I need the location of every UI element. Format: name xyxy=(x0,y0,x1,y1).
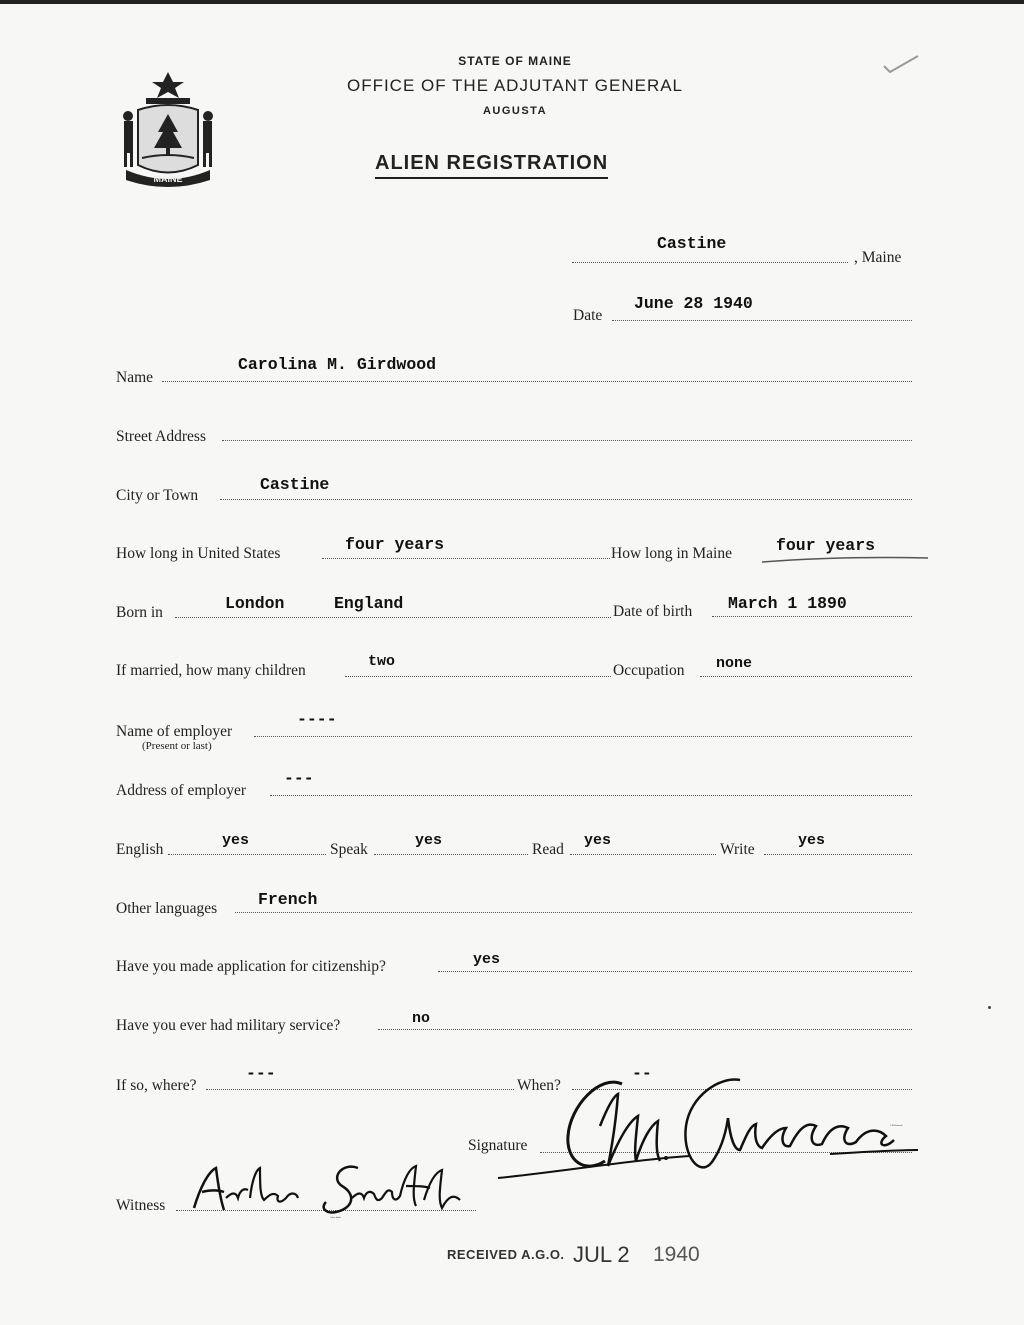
speak-line xyxy=(374,854,528,855)
read-line xyxy=(570,854,716,855)
born-in-line xyxy=(175,617,611,618)
received-stamp-date: JUL 2 xyxy=(573,1242,630,1267)
city-label: City or Town xyxy=(116,487,199,504)
children-value: two xyxy=(368,653,396,670)
when-label: When? xyxy=(517,1077,561,1094)
employer-name-value: ---- xyxy=(297,710,337,729)
town-line xyxy=(572,262,848,263)
born-country-value: England xyxy=(334,594,404,613)
military-label: Have you ever had military service? xyxy=(116,1017,341,1034)
city-line xyxy=(220,499,912,500)
seal-text: MAINE xyxy=(153,174,183,184)
employer-address-label: Address of employer xyxy=(116,782,246,799)
witness-handwriting xyxy=(180,1158,480,1222)
name-line xyxy=(162,381,912,382)
where-label: If so, where? xyxy=(116,1077,197,1094)
employer-name-label: Name of employer xyxy=(116,723,233,740)
write-line xyxy=(764,854,912,855)
date-value: June 28 1940 xyxy=(634,294,753,313)
how-long-maine-value: four years xyxy=(776,536,876,555)
city-value: Castine xyxy=(260,475,330,494)
top-border xyxy=(0,0,1024,4)
signature-text: C M Girdwood xyxy=(890,1125,903,1127)
witness-text: Arlene Smith xyxy=(330,1217,341,1219)
header-state: STATE OF MAINE xyxy=(458,54,572,68)
born-place-value: London xyxy=(225,594,285,613)
witness-label: Witness xyxy=(116,1197,166,1214)
date-line xyxy=(612,320,912,321)
date-of-birth-line xyxy=(712,616,912,617)
other-languages-line xyxy=(235,912,912,913)
write-value: yes xyxy=(798,832,826,849)
other-languages-value: French xyxy=(258,890,318,909)
citizenship-label: Have you made application for citizenship? xyxy=(116,958,386,975)
how-long-us-line xyxy=(322,558,610,559)
when-value: -- xyxy=(632,1064,652,1083)
signature-handwriting xyxy=(490,1066,930,1196)
speak-value: yes xyxy=(415,832,443,849)
occupation-label: Occupation xyxy=(613,662,685,679)
children-label: If married, how many children xyxy=(116,662,306,679)
where-value: --- xyxy=(246,1064,276,1083)
name-label: Name xyxy=(116,369,154,386)
form-title: ALIEN REGISTRATION xyxy=(375,152,608,179)
english-label: English xyxy=(116,841,164,858)
date-label: Date xyxy=(573,307,603,324)
citizenship-line xyxy=(438,971,912,972)
employer-name-line xyxy=(254,736,912,737)
employer-note-label: (Present or last) xyxy=(142,740,212,752)
employer-address-value: --- xyxy=(284,769,314,788)
date-of-birth-label: Date of birth xyxy=(613,603,693,620)
maine-suffix-label: , Maine xyxy=(854,249,902,266)
street-label: Street Address xyxy=(116,428,206,445)
checkmark-icon xyxy=(882,52,922,76)
date-of-birth-value: March 1 1890 xyxy=(728,594,847,613)
speak-label: Speak xyxy=(330,841,368,858)
employer-address-line xyxy=(270,795,912,796)
write-label: Write xyxy=(720,841,755,858)
military-line xyxy=(378,1029,912,1030)
header-office: OFFICE OF THE ADJUTANT GENERAL xyxy=(346,76,684,95)
citizenship-value: yes xyxy=(473,951,501,968)
born-in-label: Born in xyxy=(116,604,163,621)
name-value: Carolina M. Girdwood xyxy=(238,355,437,374)
english-line xyxy=(168,854,326,855)
how-long-us-label: How long in United States xyxy=(116,545,281,562)
maine-underline-mark xyxy=(760,552,932,566)
received-stamp-year: 1940 xyxy=(653,1243,700,1266)
military-value: no xyxy=(412,1010,431,1027)
other-languages-label: Other languages xyxy=(116,900,218,917)
town-value: Castine xyxy=(657,234,727,253)
children-line xyxy=(345,676,611,677)
signature-label: Signature xyxy=(468,1137,528,1154)
occupation-line xyxy=(700,676,912,677)
street-line xyxy=(222,440,912,441)
header-city: AUGUSTA xyxy=(482,105,548,117)
paper-speck xyxy=(988,1006,991,1009)
english-value: yes xyxy=(222,832,250,849)
read-label: Read xyxy=(532,841,564,858)
received-stamp-label: RECEIVED A.G.O. xyxy=(447,1247,565,1262)
how-long-us-value: four years xyxy=(345,535,445,554)
read-value: yes xyxy=(584,832,612,849)
occupation-value: none xyxy=(716,655,753,672)
how-long-maine-label: How long in Maine xyxy=(611,545,732,562)
where-line xyxy=(206,1089,514,1090)
